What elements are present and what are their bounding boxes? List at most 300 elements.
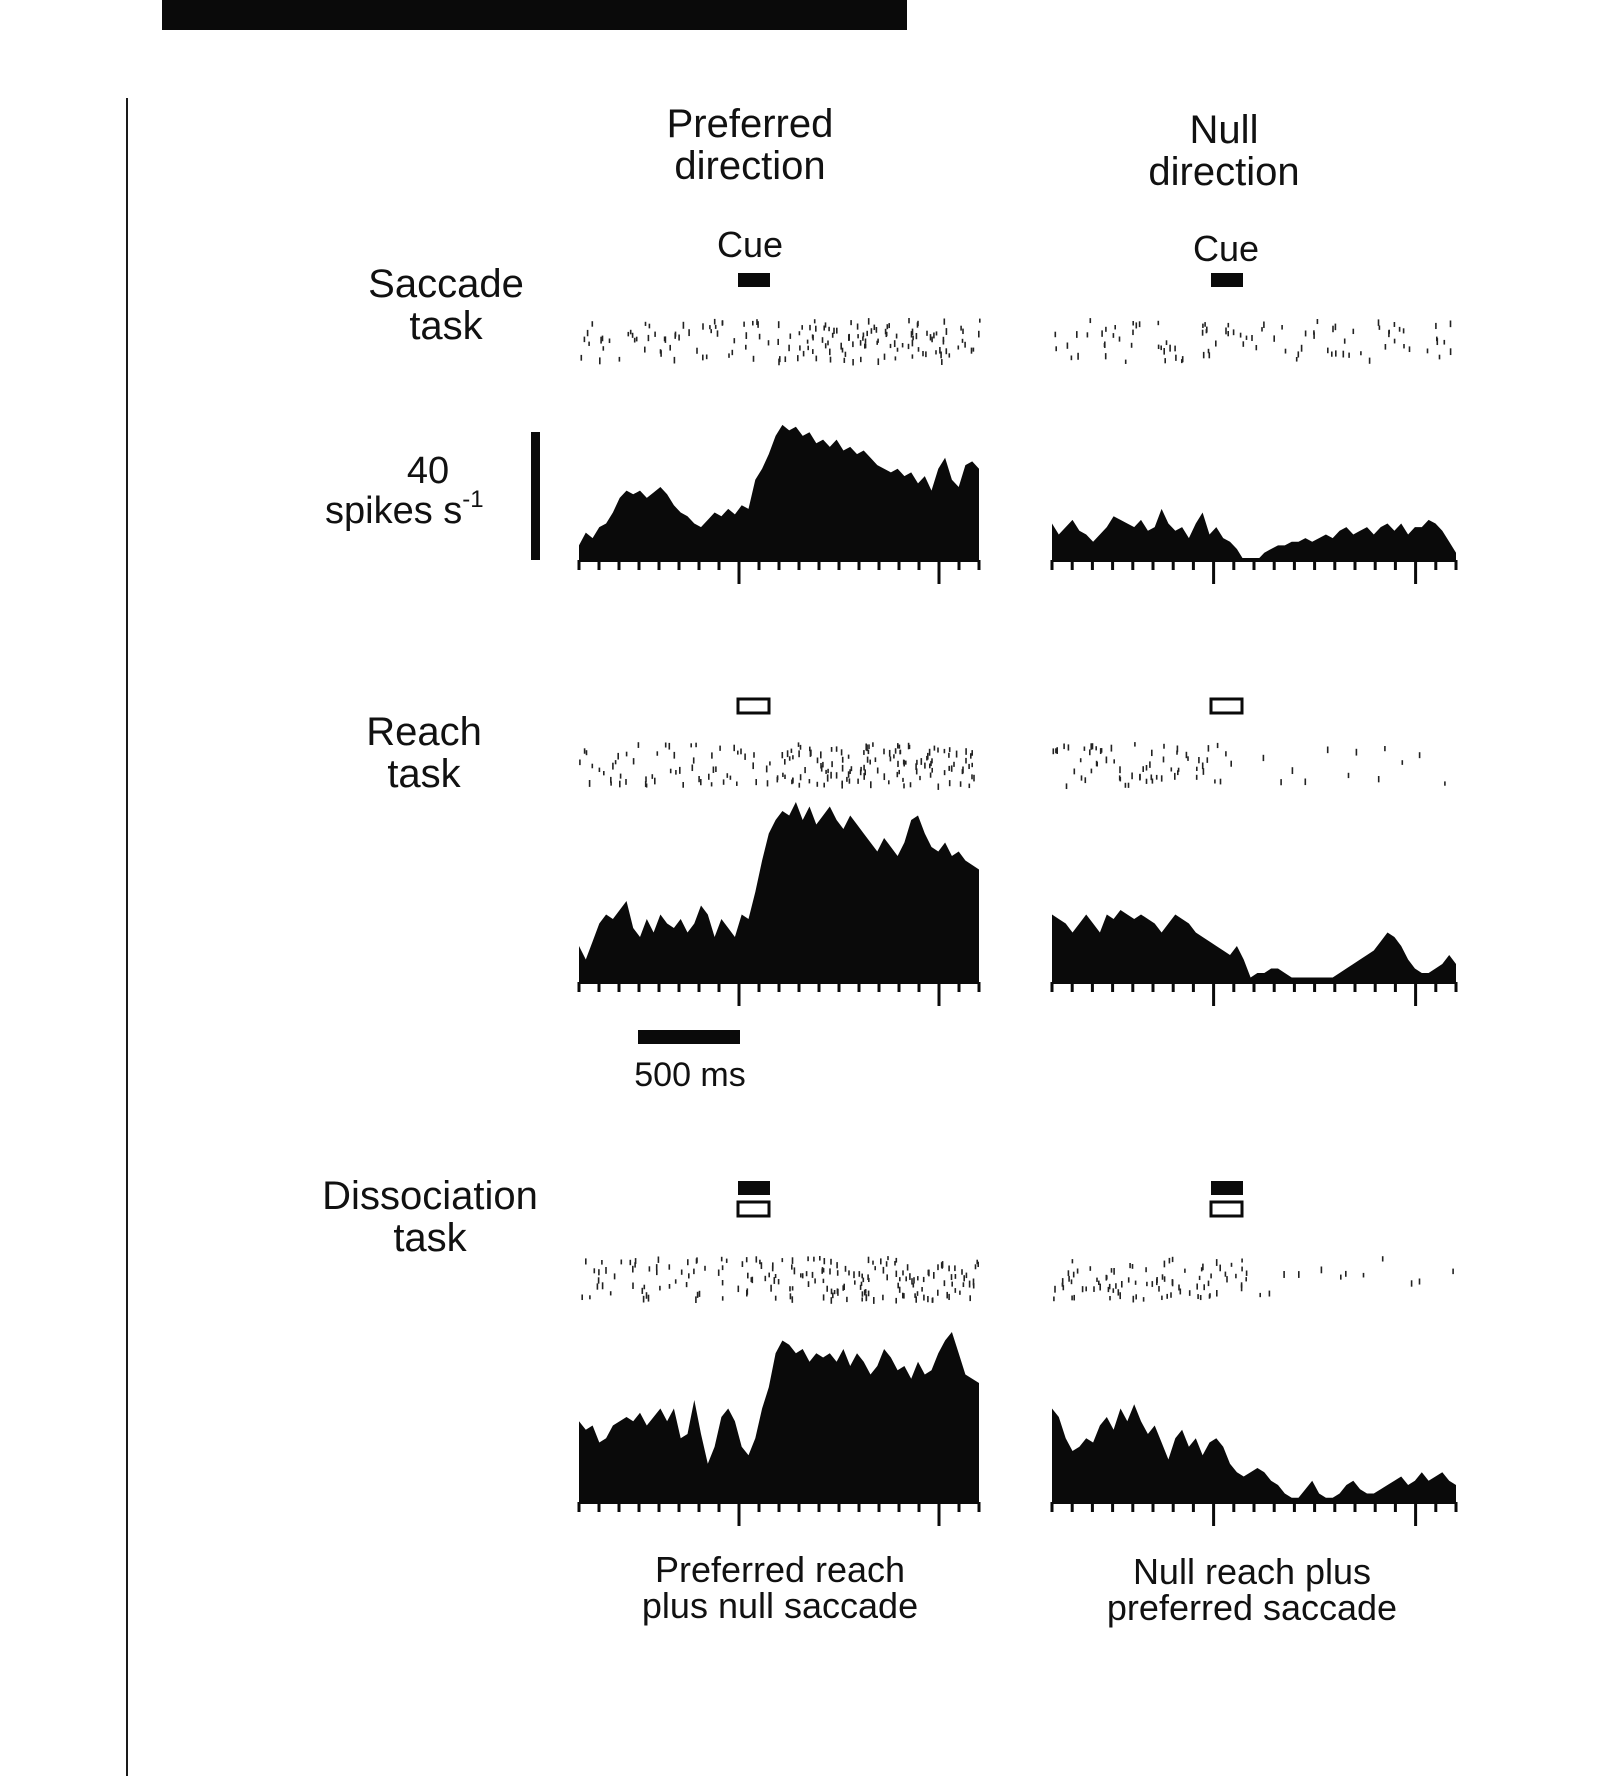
raster-spike <box>594 1268 596 1273</box>
raster-spike <box>814 1278 816 1283</box>
raster-spike <box>1091 769 1093 774</box>
raster-spike <box>1196 775 1198 780</box>
raster-spike <box>1233 329 1235 335</box>
raster-spike <box>808 1281 810 1287</box>
raster-spike <box>1207 757 1209 763</box>
raster-spike <box>778 359 780 366</box>
raster-spike <box>589 780 591 787</box>
raster-spike <box>845 352 847 357</box>
raster-spike <box>669 345 671 351</box>
raster-spike <box>848 1270 850 1275</box>
raster-spike <box>1196 767 1198 771</box>
raster-spike <box>1073 1272 1075 1278</box>
raster-spike <box>863 1278 865 1283</box>
raster-spike <box>723 779 725 784</box>
raster-spike <box>966 1273 968 1278</box>
raster-spike <box>941 359 943 365</box>
raster-spike <box>792 1296 794 1303</box>
raster-spike <box>696 1257 698 1262</box>
raster-spike <box>736 782 738 786</box>
raster-spike <box>1348 353 1350 358</box>
raster-spike <box>1241 1267 1243 1272</box>
raster-spike <box>1146 1282 1148 1286</box>
raster-spike <box>799 331 801 335</box>
raster-spike <box>942 1261 944 1268</box>
raster-spike <box>1403 328 1405 333</box>
raster-spike <box>1072 1259 1074 1263</box>
raster-spike <box>732 350 734 355</box>
raster-spike <box>636 337 638 342</box>
raster-spike <box>1444 340 1446 345</box>
raster-spike <box>788 345 790 351</box>
raster-spike <box>1444 781 1446 785</box>
raster-spike <box>692 765 694 772</box>
raster-spike <box>820 763 822 769</box>
raster-spike <box>1163 757 1165 763</box>
raster-spike <box>1077 1269 1079 1274</box>
raster-spike <box>863 750 865 755</box>
raster-spike <box>603 346 605 350</box>
raster-spike <box>887 1256 889 1260</box>
raster-spike <box>930 334 932 340</box>
raster-spike <box>1230 761 1232 767</box>
raster-spike <box>895 1298 897 1304</box>
raster-spike <box>696 348 698 354</box>
raster-spike <box>609 339 611 344</box>
raster-spike <box>1344 339 1346 344</box>
raster-spike <box>1450 348 1452 355</box>
raster-spike <box>1243 341 1245 347</box>
raster-spike <box>1113 759 1115 763</box>
raster-spike <box>777 339 779 345</box>
raster-spike <box>645 781 647 787</box>
raster-spike <box>872 1261 874 1265</box>
raster-spike <box>902 343 904 347</box>
raster-spike <box>860 340 862 346</box>
raster-spike <box>1240 333 1242 338</box>
raster-spike <box>932 1297 934 1302</box>
raster-spike <box>1111 1268 1113 1273</box>
raster-spike <box>867 757 869 763</box>
col-header-null-line2: direction <box>1148 150 1300 194</box>
raster-spike <box>951 1282 953 1287</box>
raster-spike <box>790 334 792 339</box>
row-label-reach-line2: task <box>387 752 461 796</box>
raster-spike <box>1156 1279 1158 1286</box>
raster-spike <box>871 328 873 334</box>
raster-spike <box>912 340 914 347</box>
raster-spike <box>845 1266 847 1272</box>
raster-spike <box>831 1289 833 1295</box>
raster-spike <box>1186 752 1188 758</box>
raster-spike <box>1131 343 1133 348</box>
raster-spike <box>1439 355 1441 360</box>
raster-spike <box>897 772 899 777</box>
raster-spike <box>944 1280 946 1286</box>
raster-spike <box>897 348 899 352</box>
raster-spike <box>585 1258 587 1264</box>
histogram-area-reach-preferred <box>579 802 979 982</box>
raster-spike <box>862 1291 864 1296</box>
raster-spike <box>1076 331 1078 338</box>
raster-spike <box>657 751 659 755</box>
raster-spike <box>1210 1274 1212 1279</box>
raster-spike <box>1177 770 1179 775</box>
raster-spike <box>1348 773 1350 778</box>
raster-spike <box>1163 744 1165 749</box>
raster-spike <box>1169 345 1171 352</box>
raster-spike <box>1105 327 1107 332</box>
raster-spike <box>698 776 700 782</box>
raster-spike <box>1106 757 1108 764</box>
raster-spike <box>792 1257 794 1264</box>
raster-spike <box>1164 358 1166 363</box>
raster-spike <box>738 1286 740 1292</box>
raster-spike <box>1385 344 1387 350</box>
raster-spike <box>971 750 973 756</box>
raster-spike <box>649 324 651 329</box>
caption-null-line2: preferred saccade <box>1106 1587 1398 1628</box>
raster-spike <box>915 763 917 770</box>
raster-spike <box>825 343 827 348</box>
raster-spike <box>903 1293 905 1298</box>
raster-spike <box>873 1297 875 1304</box>
raster-spike <box>1172 1280 1174 1287</box>
raster-spike <box>836 328 838 334</box>
raster-spike <box>894 340 896 347</box>
raster-spike <box>693 757 695 763</box>
raster-spike <box>1158 1286 1160 1292</box>
raster-spike <box>1118 1289 1120 1295</box>
raster-spike <box>917 321 919 326</box>
histogram-area-saccade-preferred <box>579 425 979 560</box>
raster-spike <box>1106 1275 1108 1281</box>
raster-spike <box>1068 1270 1070 1276</box>
raster-spike <box>612 763 614 770</box>
raster-spike <box>975 1264 977 1269</box>
raster-spike <box>827 769 829 773</box>
raster-spike <box>1321 1267 1323 1274</box>
raster-spike <box>1135 1281 1137 1285</box>
raster-spike <box>765 1276 767 1281</box>
raster-spike <box>1225 751 1227 756</box>
raster-spike <box>857 334 859 338</box>
raster-spike <box>842 765 844 772</box>
raster-spike <box>925 351 927 357</box>
raster-spike <box>1174 346 1176 352</box>
raster-spike <box>792 1286 794 1290</box>
raster-spike <box>848 771 850 777</box>
raster-spike <box>1196 1284 1198 1290</box>
raster-spike <box>955 1274 957 1279</box>
col-header-preferred-line1: Preferred <box>666 102 834 146</box>
raster-spike <box>644 1285 646 1290</box>
raster-spike <box>769 761 771 765</box>
raster-spike <box>1080 758 1082 762</box>
raster-spike <box>883 1267 885 1274</box>
raster-spike <box>969 784 971 788</box>
raster-spike <box>1085 777 1087 783</box>
raster-spike <box>778 1279 780 1284</box>
raster-spike <box>669 1284 671 1289</box>
raster-spike <box>746 1257 748 1262</box>
raster-spike <box>1331 352 1333 357</box>
raster-spike <box>656 1264 658 1270</box>
raster-spike <box>880 1258 882 1264</box>
raster-spike <box>814 319 816 323</box>
raster-spike <box>1151 775 1153 781</box>
raster-spike <box>841 749 843 755</box>
raster-spike <box>1162 1274 1164 1279</box>
raster-spike <box>746 332 748 339</box>
raster-dissociation-null <box>1053 1256 1454 1302</box>
raster-spike <box>669 743 671 750</box>
raster-spike <box>812 1272 814 1278</box>
raster-spike <box>610 1291 612 1295</box>
raster-spike <box>948 1294 950 1300</box>
raster-spike <box>751 1277 753 1282</box>
raster-spike <box>648 1295 650 1302</box>
raster-spike <box>1241 1282 1243 1287</box>
raster-spike <box>1158 321 1160 325</box>
raster-spike <box>1132 1264 1134 1269</box>
raster-spike <box>955 1288 957 1293</box>
raster-spike <box>645 322 647 326</box>
raster-spike <box>1096 762 1098 767</box>
raster-spike <box>605 1267 607 1274</box>
raster-spike <box>1228 323 1230 328</box>
rate-scale-value: 40 <box>406 450 450 492</box>
raster-spike <box>584 748 586 753</box>
raster-spike <box>1215 341 1217 347</box>
raster-spike <box>899 1277 901 1281</box>
raster-spike <box>1113 1268 1115 1275</box>
raster-spike <box>874 325 876 330</box>
raster-spike <box>1202 330 1204 336</box>
raster-spike <box>961 1269 963 1275</box>
raster-spike <box>909 745 911 749</box>
raster-spike <box>924 763 926 769</box>
raster-spike <box>766 766 768 773</box>
raster-spike <box>1187 756 1189 761</box>
raster-spike <box>599 768 601 772</box>
raster-spike <box>1125 783 1127 788</box>
raster-spike <box>868 1278 870 1282</box>
raster-spike <box>1166 1294 1168 1299</box>
raster-spike <box>1084 747 1086 751</box>
raster-spike <box>948 1266 950 1272</box>
raster-spike <box>1231 1263 1233 1267</box>
raster-spike <box>944 770 946 775</box>
raster-spike <box>1209 1293 1211 1297</box>
raster-spike <box>1081 775 1083 780</box>
raster-spike <box>910 782 912 787</box>
raster-spike <box>886 1261 888 1266</box>
raster-spike <box>1129 1263 1131 1268</box>
raster-spike <box>759 334 761 340</box>
raster-spike <box>752 321 754 326</box>
raster-spike <box>948 766 950 771</box>
raster-spike <box>831 747 833 752</box>
raster-spike <box>634 338 636 343</box>
rate-scale-exponent: -1 <box>462 486 484 513</box>
raster-spike <box>896 1271 898 1277</box>
raster-spike <box>709 325 711 329</box>
raster-spike <box>922 351 924 356</box>
raster-spike <box>1313 330 1315 334</box>
raster-spike <box>965 758 967 764</box>
raster-spike <box>1332 326 1334 333</box>
raster-spike <box>1090 318 1092 323</box>
raster-spike <box>810 750 812 756</box>
raster-spike <box>860 357 862 362</box>
raster-spike <box>842 348 844 353</box>
raster-spike <box>681 1270 683 1275</box>
raster-spike <box>946 348 948 354</box>
raster-spike <box>717 330 719 336</box>
raster-spike <box>761 1262 763 1269</box>
raster-spike <box>1067 343 1069 349</box>
raster-spike <box>964 342 966 348</box>
raster-spike <box>1353 329 1355 334</box>
raster-spike <box>971 763 973 767</box>
raster-spike <box>851 766 853 771</box>
raster-spike <box>868 1257 870 1263</box>
raster-spike <box>693 1269 695 1275</box>
raster-spike <box>1235 1274 1237 1278</box>
raster-spike <box>695 743 697 748</box>
raster-spike <box>1109 1296 1111 1300</box>
raster-saccade-null <box>1055 318 1452 364</box>
raster-spike <box>886 332 888 336</box>
raster-spike <box>642 1288 644 1294</box>
raster-spike <box>1283 1271 1285 1278</box>
raster-spike <box>601 1260 603 1265</box>
raster-spike <box>929 749 931 756</box>
raster-spike <box>1149 761 1151 767</box>
raster-spike <box>648 335 650 341</box>
raster-spike <box>849 778 851 783</box>
raster-spike <box>799 345 801 350</box>
raster-spike <box>753 752 755 758</box>
raster-spike <box>1226 1276 1228 1282</box>
raster-spike <box>1402 760 1404 765</box>
raster-spike <box>1077 353 1079 360</box>
raster-spike <box>1170 1292 1172 1297</box>
raster-spike <box>1340 1275 1342 1280</box>
raster-spike <box>935 350 937 354</box>
raster-spike <box>969 1295 971 1301</box>
raster-spike <box>597 1283 599 1289</box>
raster-spike <box>1281 325 1283 330</box>
raster-spike <box>836 746 838 751</box>
raster-spike <box>841 781 843 785</box>
raster-spike <box>690 743 692 747</box>
raster-spike <box>869 760 871 765</box>
raster-spike <box>756 1256 758 1262</box>
caption-preferred-line2: plus null saccade <box>641 1585 919 1626</box>
raster-spike <box>803 351 805 357</box>
raster-spike <box>915 1296 917 1302</box>
raster-spike <box>659 1286 661 1291</box>
raster-spike <box>948 753 950 758</box>
raster-spike <box>1427 349 1429 354</box>
histogram-area-reach-null <box>1052 910 1456 982</box>
raster-spike <box>919 776 921 780</box>
raster-spike <box>1261 327 1263 331</box>
raster-spike <box>921 758 923 765</box>
raster-spike <box>734 338 736 343</box>
raster-spike <box>953 762 955 767</box>
raster-spike <box>831 761 833 767</box>
raster-spike <box>768 1273 770 1278</box>
raster-spike <box>682 782 684 788</box>
cue-label-preferred: Cue <box>716 224 784 265</box>
raster-spike <box>937 1264 939 1270</box>
raster-spike <box>704 1266 706 1271</box>
raster-spike <box>747 1273 749 1279</box>
raster-spike <box>1378 319 1380 325</box>
raster-spike <box>846 777 848 782</box>
raster-spike <box>807 340 809 344</box>
raster-spike <box>1335 324 1337 331</box>
raster-spike <box>1335 350 1337 356</box>
raster-spike <box>656 1270 658 1275</box>
raster-spike <box>1345 1271 1347 1277</box>
raster-spike <box>699 1291 701 1297</box>
raster-spike <box>1073 1295 1075 1301</box>
raster-spike <box>1305 779 1307 786</box>
raster-spike <box>1054 1286 1056 1293</box>
raster-spike <box>706 355 708 360</box>
raster-spike <box>817 758 819 764</box>
histogram-area-saccade-null <box>1052 509 1456 560</box>
raster-spike <box>866 1295 868 1300</box>
raster-dissociation-preferred <box>581 1256 979 1304</box>
raster-spike <box>1181 359 1183 363</box>
raster-spike <box>863 333 865 338</box>
raster-spike <box>1403 344 1405 348</box>
raster-spike <box>905 761 907 765</box>
raster-spike <box>718 1270 720 1276</box>
raster-spike <box>1225 1272 1227 1277</box>
raster-spike <box>1101 330 1103 336</box>
row-label-dissociation-line2: task <box>393 1216 467 1260</box>
raster-spike <box>1219 1265 1221 1272</box>
raster-spike <box>715 766 717 772</box>
raster-spike <box>813 1257 815 1262</box>
raster-spike <box>626 752 628 757</box>
raster-spike <box>1139 774 1141 780</box>
raster-spike <box>695 1296 697 1303</box>
cue-marker-open-reach-null <box>1211 699 1242 713</box>
raster-spike <box>1119 766 1121 773</box>
raster-spike <box>836 1262 838 1268</box>
raster-spike <box>888 323 890 328</box>
raster-spike <box>1198 757 1200 763</box>
raster-spike <box>973 348 975 352</box>
raster-spike <box>719 746 721 751</box>
raster-spike <box>774 1277 776 1284</box>
raster-spike <box>866 331 868 336</box>
raster-spike <box>812 349 814 354</box>
raster-spike <box>1225 328 1227 335</box>
raster-spike <box>621 1260 623 1265</box>
raster-spike <box>909 1273 911 1280</box>
col-header-null-line1: Null <box>1189 108 1259 152</box>
raster-spike <box>970 753 972 758</box>
raster-spike <box>1296 357 1298 362</box>
